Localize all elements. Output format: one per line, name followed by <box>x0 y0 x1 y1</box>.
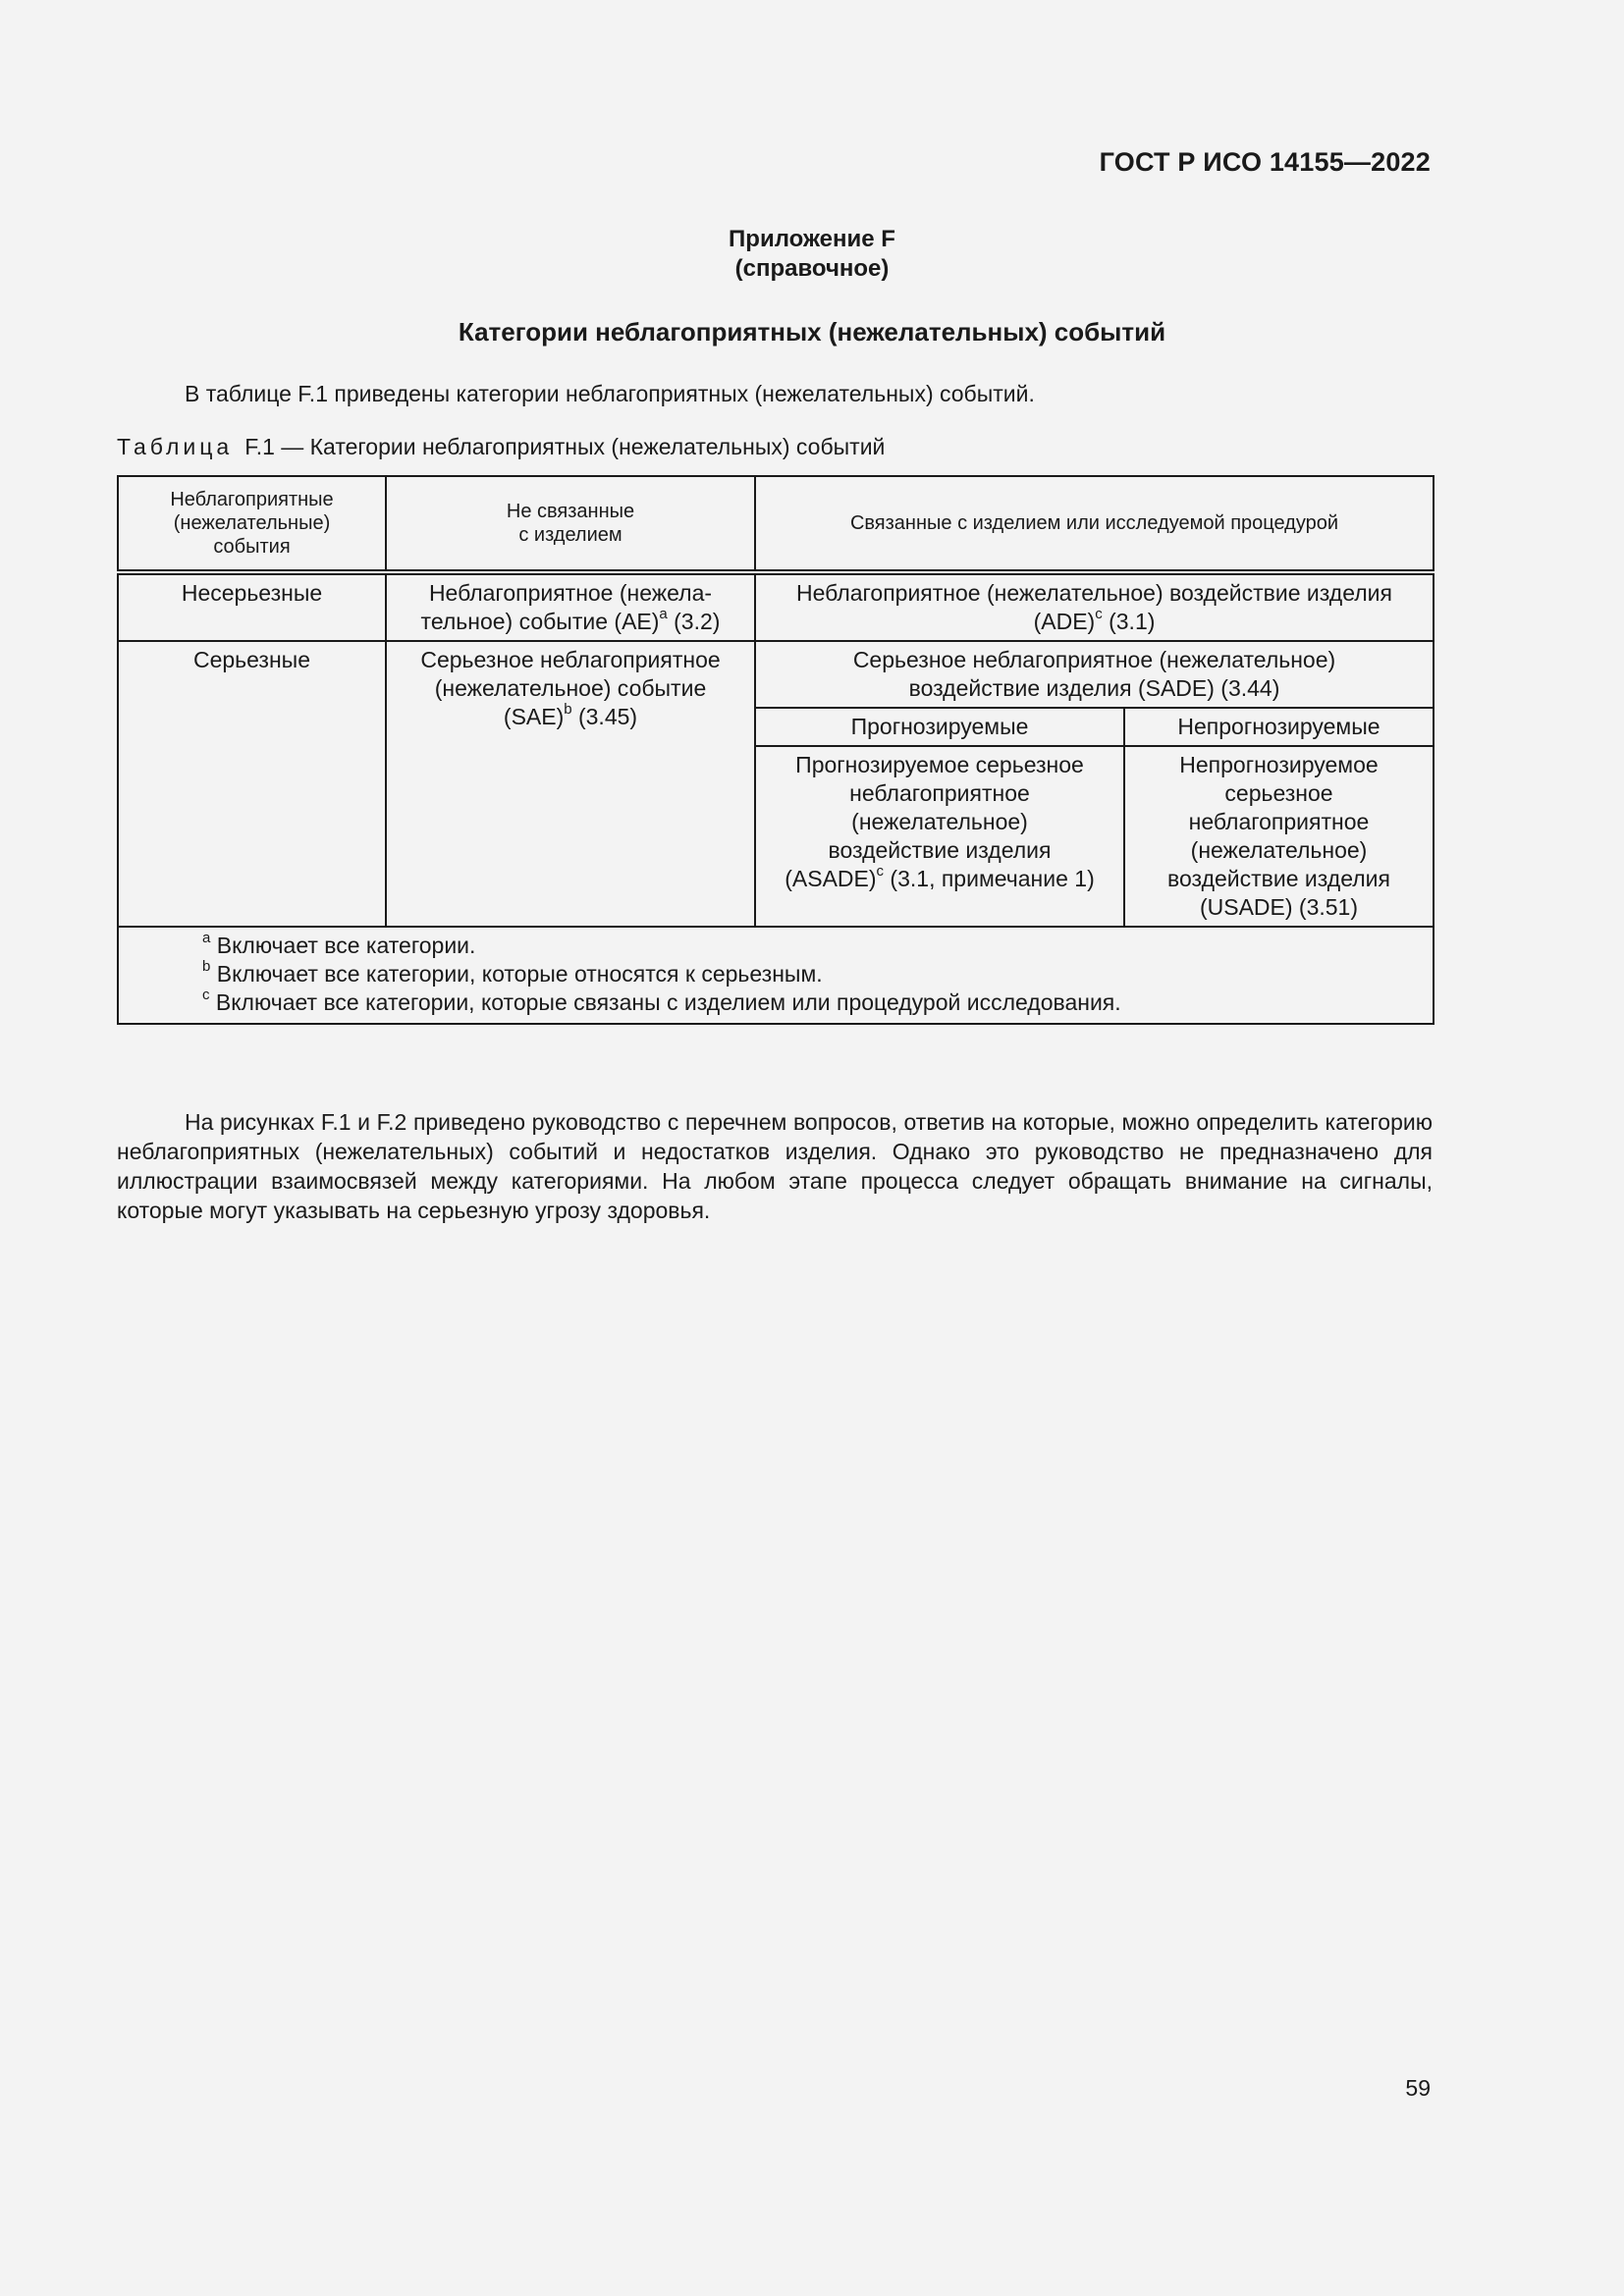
cell-ae-line: Неблагоприятное (нежела- <box>428 580 713 606</box>
cell-ae <box>386 572 755 641</box>
cell-asade-line: Прогнозируемое серьезное <box>795 752 1084 777</box>
footnote <box>202 932 1425 960</box>
appendix-title: Приложение F <box>729 226 895 252</box>
cell-sae-line: (нежелательное) событие <box>434 675 707 701</box>
cell-sae-line: Серьезное неблагоприятное <box>420 647 721 672</box>
cell-serious-label: Серьезные <box>118 641 386 927</box>
cell-sae <box>386 641 755 927</box>
document-code: ГОСТ Р ИСО 14155—2022 <box>1099 147 1431 177</box>
header-not-device-related <box>386 476 755 572</box>
body-paragraph-text: На рисунках F.1 и F.2 приведено руководство с перечнем вопросов, ответив на которые, можно определить категорию неблагоприятных (нежелательных) событий и недостатков изделия. Однако это руководство не предназначено для иллюстрации взаимосвязей между категориями. На любом этапе процесса следует обращать внимание на сигналы, которые могут указывать на серьезную угрозу здоровья. <box>117 1109 1433 1223</box>
table-footnotes-row <box>118 927 1434 1024</box>
table-caption <box>117 434 885 460</box>
cell-sade-line: воздействие изделия (SADE) (3.44) <box>908 675 1280 701</box>
cell-ade-line <box>764 608 1425 636</box>
cell-usade-line: (USADE) (3.51) <box>1199 894 1359 920</box>
categories-table <box>117 475 1435 1025</box>
footnote-mark: a <box>659 606 668 623</box>
header-events-line: события <box>213 536 291 558</box>
header-not-related-line: Не связанные <box>506 501 635 522</box>
table-caption-prefix: Таблица <box>117 434 234 459</box>
cell-unanticipated: Непрогнозируемые <box>1124 708 1434 746</box>
table-row-non-serious <box>118 572 1434 641</box>
cell-asade-line: (нежелательное) <box>851 809 1028 834</box>
cell-sae-line <box>395 703 746 731</box>
footnote-text: Включает все категории, которые связаны с изделием или процедурой исследования. <box>209 989 1121 1015</box>
footnote-text: Включает все категории, которые относятся к серьезным. <box>210 961 823 987</box>
cell-sade-line: Серьезное неблагоприятное (нежелательное) <box>852 647 1336 672</box>
table-row-serious <box>118 641 1434 708</box>
table-footnotes <box>118 927 1434 1024</box>
cell-ade <box>755 572 1434 641</box>
cell-asade-text: (ASADE) <box>785 866 877 891</box>
appendix-heading <box>0 225 1624 284</box>
cell-asade <box>755 746 1124 927</box>
cell-asade-line <box>764 865 1115 893</box>
footnote-text: Включает все категории. <box>210 933 476 958</box>
cell-usade-line: (нежелательное) <box>1190 837 1368 863</box>
footnote-mark: c <box>202 987 210 1004</box>
appendix-subtitle: (справочное) <box>734 255 890 282</box>
cell-ade-text: (ADE) <box>1033 609 1096 634</box>
cell-ae-ref: (3.2) <box>667 609 721 634</box>
page-number: 59 <box>1405 2075 1431 2101</box>
cell-sae-text: (SAE) <box>503 704 565 729</box>
footnote-mark: c <box>1095 606 1103 623</box>
intro-paragraph: В таблице F.1 приведены категории неблагоприятных (нежелательных) событий. <box>185 381 1035 406</box>
footnote-mark: a <box>202 930 211 947</box>
cell-asade-line: воздействие изделия <box>828 837 1052 863</box>
section-title: Категории неблагоприятных (нежелательных) событий <box>458 317 1166 347</box>
cell-usade-line: Непрогнозируемое <box>1179 752 1379 777</box>
cell-usade-line: воздействие изделия <box>1167 866 1390 891</box>
cell-ade-line: Неблагоприятное (нежелательное) воздействие изделия <box>796 580 1392 606</box>
header-not-related-line: с изделием <box>518 524 623 546</box>
cell-sade <box>755 641 1434 708</box>
cell-sae-ref: (3.45) <box>571 704 638 729</box>
cell-ae-line <box>395 608 746 636</box>
header-events-line: (нежелательные) <box>173 512 331 534</box>
header-device-related: Связанные с изделием или исследуемой процедурой <box>755 476 1434 572</box>
footnote-mark: c <box>876 863 885 881</box>
cell-asade-ref: (3.1, примечание 1) <box>884 866 1095 891</box>
body-paragraph <box>117 1107 1433 1225</box>
header-events-line: Неблагоприятные <box>170 489 334 510</box>
cell-ae-text: тельное) событие (AE) <box>420 609 660 634</box>
cell-asade-line: неблагоприятное <box>849 780 1030 806</box>
footnote <box>202 960 1425 988</box>
table-caption-text: F.1 — Категории неблагоприятных (нежелательных) событий <box>244 434 886 459</box>
table-header-row <box>118 476 1434 572</box>
footnote <box>202 988 1425 1017</box>
cell-usade-line: неблагоприятное <box>1188 809 1370 834</box>
footnote-mark: b <box>202 958 211 976</box>
cell-ade-ref: (3.1) <box>1102 609 1156 634</box>
cell-non-serious-label: Несерьезные <box>118 572 386 641</box>
footnote-mark: b <box>564 701 572 719</box>
header-events <box>118 476 386 572</box>
cell-usade-line: серьезное <box>1224 780 1333 806</box>
cell-usade <box>1124 746 1434 927</box>
cell-anticipated: Прогнозируемые <box>755 708 1124 746</box>
